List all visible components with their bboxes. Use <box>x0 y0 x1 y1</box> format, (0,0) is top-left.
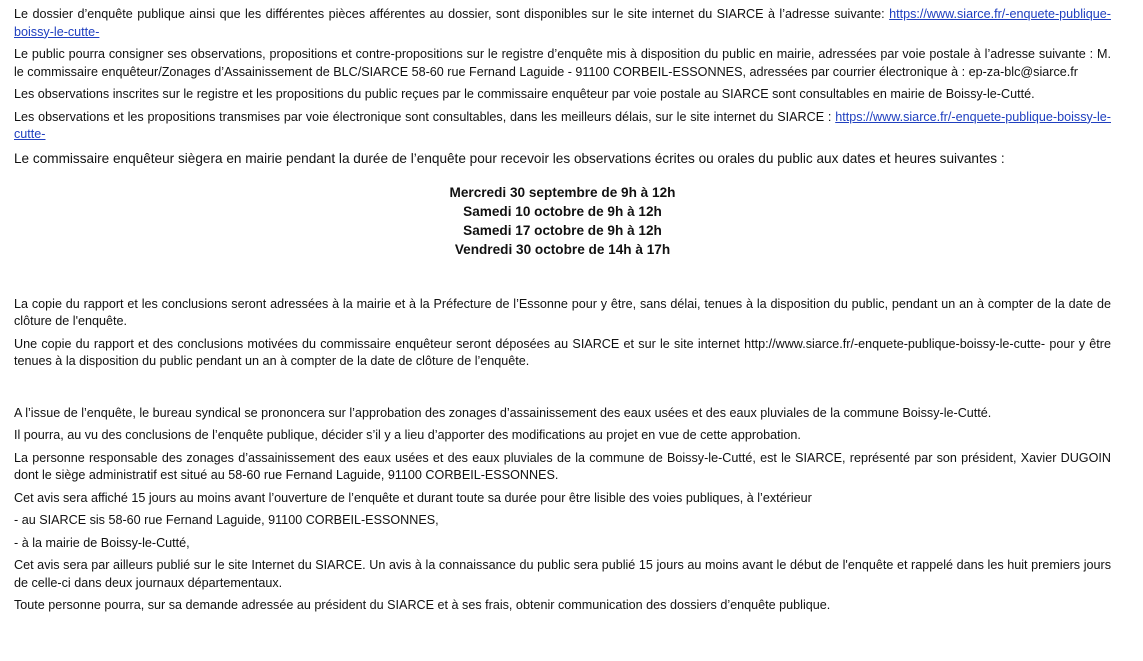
paragraph-communication: Toute personne pourra, sur sa demande adressée au président du SIARCE et à ses frais, obtenir communication des dossiers d’enquête publique. <box>14 598 831 612</box>
siarce-link-observations[interactable]: https://www.siarce.fr/-enquete-publique-boissy-le-cutte- <box>14 109 1111 141</box>
date-item: Mercredi 30 septembre de 9h à 12h <box>449 184 676 200</box>
paragraph-dossier-text: Le dossier d’enquête publique ainsi que les différentes pièces afférentes au dossier, sont disponibles sur le site internet du SIARCE à l’adresse suivante: <box>14 7 890 21</box>
paragraph-modifications: Il pourra, au vu des conclusions de l’enquête publique, décider s’il y a lieu d’apporter des modifications au projet en vue de cette approbation. <box>14 428 801 442</box>
paragraph-affichage-siarce: - au SIARCE sis 58-60 rue Fernand Laguide, 91100 CORBEIL-ESSONNES, <box>14 513 439 527</box>
paragraph-copie-conclusions: Une copie du rapport et des conclusions motivées du commissaire enquêteur seront déposées au SIARCE et sur le site internet http://www.siarce.fr/-enquete-publique-boissy-le-cutte- pour y être tenues à la disposition du public pendant un an à compter de la date de clôture de l’enquête. <box>14 336 1111 368</box>
paragraph-registre: Le public pourra consigner ses observations, propositions et contre-propositions sur le registre d’enquête mis à disposition du public en mairie, adressées par voie postale à l’adresse suivante : M. le commissaire enquêteur/Zonages d’Assainissement de BLC/SIARCE 58-60 rue Fernand Laguide - 91100 CORBEIL-ESSONNES, adressées par courrier électronique à : ep-za-blc@siarce.fr <box>14 47 1111 79</box>
paragraph-dossier <box>14 6 1111 41</box>
paragraph-publication: Cet avis sera par ailleurs publié sur le site Internet du SIARCE. Un avis à la connaissance du public sera publié 15 jours au moins avant le début de l'enquête et rappelé dans les huit premiers jours de celle-ci dans deux journaux départementaux. <box>14 558 1111 590</box>
siarce-link-dossier[interactable]: https://www.siarce.fr/-enquete-publique-boissy-le-cutte- <box>14 7 1111 39</box>
paragraph-issue-enquete: A l’issue de l’enquête, le bureau syndical se prononcera sur l’approbation des zonages d’assainissement des eaux usées et des eaux pluviales de la commune Boissy-le-Cutté. <box>14 405 992 420</box>
date-item: Samedi 10 octobre de 9h à 12h <box>463 203 662 219</box>
date-item: Vendredi 30 octobre de 14h à 17h <box>454 241 671 257</box>
paragraph-electronic-text: Les observations et les propositions transmises par voie électronique sont consultables, dans les meilleurs délais, sur le site internet du SIARCE : <box>14 109 836 124</box>
paragraph-affichage-mairie: - à la mairie de Boissy-le-Cutté, <box>14 535 190 550</box>
paragraph-copie-rapport: La copie du rapport et les conclusions seront adressées à la mairie et à la Préfecture de l’Essonne pour y être, sans délai, tenues à la disposition du public, pendant un an à compter de la date de clôture de l'enquête. <box>14 296 1111 328</box>
paragraph-affichage: Cet avis sera affiché 15 jours au moins avant l’ouverture de l’enquête et durant toute sa durée pour être lisible des voies publiques, à l’extérieur <box>14 490 812 505</box>
paragraph-responsable: La personne responsable des zonages d’assainissement des eaux usées et des eaux pluviales de la commune de Boissy-le-Cutté, est le SIARCE, représenté par son président, Xavier DUGOIN dont le siège administratif est situé au 58-60 rue Fernand Laguide, 91100 CORBEIL-ESSONNES. <box>14 450 1111 482</box>
permanence-dates <box>14 183 1111 259</box>
notice-document <box>14 0 1111 615</box>
paragraph-observations-electroniques <box>14 109 1111 144</box>
date-item: Samedi 17 octobre de 9h à 12h <box>463 222 662 238</box>
paragraph-observations-mairie: Les observations inscrites sur le registre et les propositions du public reçues par le commissaire enquêteur par voie postale au SIARCE sont consultables en mairie de Boissy-le-Cutté. <box>14 87 1035 101</box>
paragraph-permanences: Le commissaire enquêteur siègera en mairie pendant la durée de l’enquête pour recevoir les observations écrites ou orales du public aux dates et heures suivantes : <box>14 150 1005 166</box>
